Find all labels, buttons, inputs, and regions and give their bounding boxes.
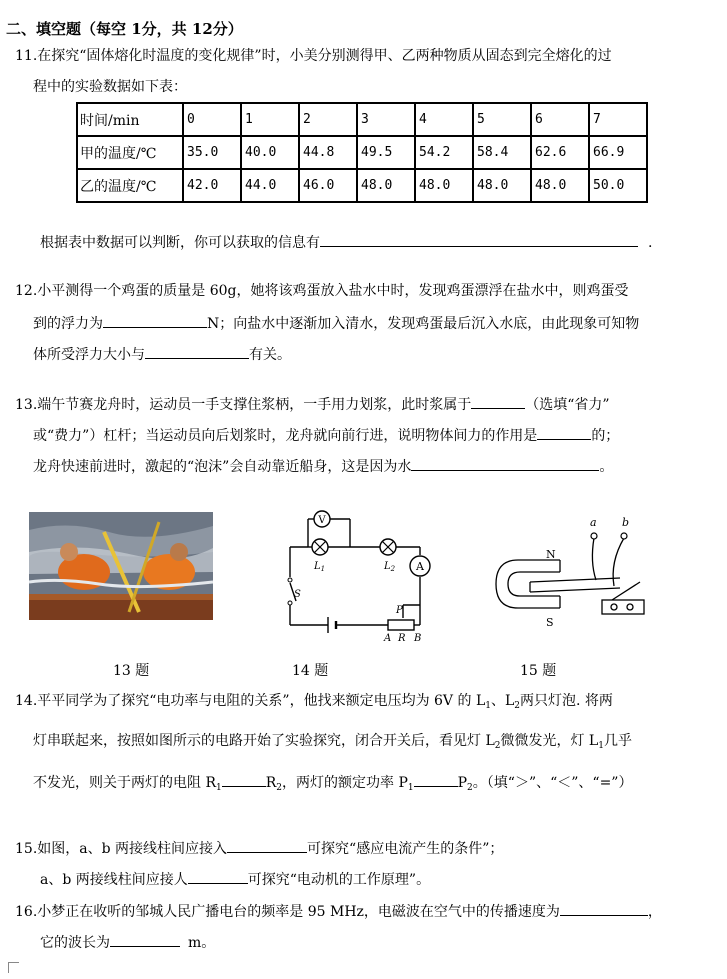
q15-line2: [40, 869, 430, 889]
table-cell: 48.0: [531, 169, 589, 202]
q14-text: R: [265, 775, 277, 791]
q13-line3: [33, 456, 613, 476]
dragon-boat-photo: [29, 512, 213, 620]
answer-blank[interactable]: [145, 344, 249, 359]
table-row: [77, 103, 647, 136]
answer-blank[interactable]: [188, 869, 248, 884]
q14-text: ，两灯的额定功率 P: [282, 775, 408, 791]
table-cell: 48.0: [357, 169, 415, 202]
q14-text: 14.平平同学为了探究“电功率与电阻的关系”，他找来额定电压均为 6V 的 L: [15, 693, 486, 709]
answer-blank[interactable]: [222, 772, 266, 787]
q12-text: N；向盐水中逐渐加入清水，发现鸡蛋最后沉入水底，由此现象可知物: [207, 316, 640, 332]
slider-label: P: [396, 605, 403, 616]
table-cell: 42.0: [183, 169, 241, 202]
q13-text: 或“费力”）杠杆；当运动员向后划浆时，龙舟就向前行进，说明物体间力的作用是: [33, 428, 538, 444]
table-row: [77, 169, 647, 202]
table-cell: 62.6: [531, 136, 589, 169]
magnet-n-label: N: [546, 548, 556, 561]
answer-blank[interactable]: [103, 313, 207, 328]
table-cell: 50.0: [589, 169, 647, 202]
q16-text: 16.小梦正在收听的邹城人民广播电台的频率是 95 MHz，电磁波在空气中的传播速度为: [15, 904, 560, 920]
q15-text: 15.如图，a、b 两接线柱间应接入: [15, 841, 228, 857]
table-cell: 0: [183, 103, 241, 136]
circuit-diagram: [280, 505, 452, 645]
table-cell: 7: [589, 103, 647, 136]
q13-text: 。: [599, 459, 614, 475]
q12-text: 有关。: [249, 347, 291, 363]
q14-text: 、L: [490, 693, 515, 709]
q11-end: .: [648, 235, 653, 251]
table-cell: 46.0: [299, 169, 357, 202]
answer-blank[interactable]: [560, 901, 648, 916]
table-cell: 44.0: [241, 169, 299, 202]
answer-blank[interactable]: [471, 394, 525, 409]
table-cell: 58.4: [473, 136, 531, 169]
q11-line3: [40, 232, 652, 252]
q14-text: P: [457, 775, 468, 791]
table-cell: 48.0: [473, 169, 531, 202]
q13-text: 的；: [591, 428, 620, 444]
q14-line2: [33, 732, 632, 750]
table-cell: 5: [473, 103, 531, 136]
q14-line1: [15, 692, 613, 710]
table-cell: 3: [357, 103, 415, 136]
rheostat-end-b: B: [414, 633, 422, 644]
rheostat-r-label: R: [398, 633, 406, 644]
q14-sub: 2: [494, 741, 501, 751]
answer-blank[interactable]: [110, 932, 180, 947]
q14-sub: 1: [485, 701, 491, 711]
voltmeter-label: V: [318, 515, 326, 526]
q12-line2: [33, 313, 639, 333]
table-cell: 66.9: [589, 136, 647, 169]
table-row-label: 甲的温度/℃: [77, 136, 183, 169]
q14-sub: 1: [407, 783, 414, 793]
table-cell: 40.0: [241, 136, 299, 169]
q12-line1: 12.小平测得一个鸡蛋的质量是 60g，她将该鸡蛋放入盐水中时，发现鸡蛋漂浮在盐水中，则鸡蛋受: [15, 283, 629, 299]
answer-blank[interactable]: [411, 456, 599, 471]
answer-blank[interactable]: [227, 838, 307, 853]
q14-text: 几乎: [603, 733, 632, 749]
section-title: 二、填空题（每空 1分，共 12分）: [6, 20, 243, 38]
q11-line2: 程中的实验数据如下表：: [33, 79, 187, 95]
answer-blank[interactable]: [537, 425, 591, 440]
q14-text: 。（填“＞”、“＜”、“=”）: [472, 775, 633, 791]
caption-14: 14 题: [292, 663, 329, 679]
q13-text: 龙舟快速前进时，激起的“泡沫”会自动靠近船身，这是因为水: [33, 459, 412, 475]
table-cell: 1: [241, 103, 299, 136]
q13-line1: [15, 394, 610, 414]
lamp-l2-label: $L_2$: [384, 561, 396, 573]
q14-text: 灯串联起来，按照如图所示的电路开始了实验探究，闭合开关后，看见灯 L: [33, 733, 495, 749]
q14-line3: [33, 772, 632, 792]
q16-text: ，: [647, 904, 662, 920]
table-cell: 44.8: [299, 136, 357, 169]
q14-sub: 2: [514, 701, 521, 711]
q14-sub: 1: [216, 783, 222, 793]
q15-text: a、b 两接线柱间应接人: [40, 872, 188, 888]
terminal-b-icon: [621, 533, 627, 539]
q12-text: 到的浮力为: [33, 316, 103, 332]
ammeter-label: A: [416, 560, 424, 573]
q15-line1: [15, 838, 503, 858]
q14-text: 两只灯泡. 将两: [520, 693, 613, 709]
table-cell: 35.0: [183, 136, 241, 169]
q14-sub: 2: [276, 783, 283, 793]
q14-text: 微微发光，灯 L: [500, 733, 599, 749]
magnet-apparatus-diagram: [490, 512, 660, 642]
caption-13: 13 题: [113, 663, 150, 679]
table-cell: 48.0: [415, 169, 473, 202]
melting-data-table: [76, 102, 648, 203]
terminal-a-icon: [591, 533, 597, 539]
q11-line1: 11.在探究“固体熔化时温度的变化规律”时，小美分别测得甲、乙两种物质从固态到完全熔化的过: [15, 48, 612, 64]
terminal-b-label: b: [622, 516, 630, 529]
q15-text: 可探究“电动机的工作原理”。: [247, 872, 431, 888]
page-corner-mark: [8, 962, 19, 973]
table-cell: 4: [415, 103, 473, 136]
q16-line2: [40, 932, 215, 952]
answer-blank[interactable]: [320, 232, 638, 247]
dragon-boat-illustration: [29, 512, 213, 620]
q12-text: 体所受浮力大小与: [33, 347, 145, 363]
q15-text: 可探究“感应电流产生的条件”；: [307, 841, 504, 857]
table-row: [77, 136, 647, 169]
q11-prompt: 根据表中数据可以判断，你可以获取的信息有: [40, 235, 320, 251]
table-cell: 54.2: [415, 136, 473, 169]
q16-text: m。: [188, 935, 216, 951]
q16-text: 它的波长为: [40, 935, 110, 951]
q14-text: 不发光，则关于两灯的电阻 R: [33, 775, 216, 791]
rheostat-end-a: A: [384, 633, 392, 644]
q16-line1: [15, 901, 662, 921]
q14-sub: 2: [467, 783, 473, 793]
terminal-a-label: a: [590, 516, 597, 529]
magnet-s-label: S: [546, 616, 554, 629]
caption-15: 15 题: [520, 663, 557, 679]
q14-sub: 1: [598, 741, 604, 751]
q13-text: （选填“省力”: [525, 397, 610, 413]
q13-text: 13.端午节赛龙舟时，运动员一手支撑住浆柄，一手用力划浆，此时浆属于: [15, 397, 472, 413]
q12-line3: [33, 344, 291, 364]
table-cell: 6: [531, 103, 589, 136]
table-cell: 2: [299, 103, 357, 136]
table-header-label: 时间/min: [77, 103, 183, 136]
table-row-label: 乙的温度/℃: [77, 169, 183, 202]
q13-line2: [33, 425, 619, 445]
answer-blank[interactable]: [414, 772, 458, 787]
switch-label: S: [294, 589, 301, 600]
lamp-l1-label: $L_1$: [314, 561, 326, 573]
table-cell: 49.5: [357, 136, 415, 169]
